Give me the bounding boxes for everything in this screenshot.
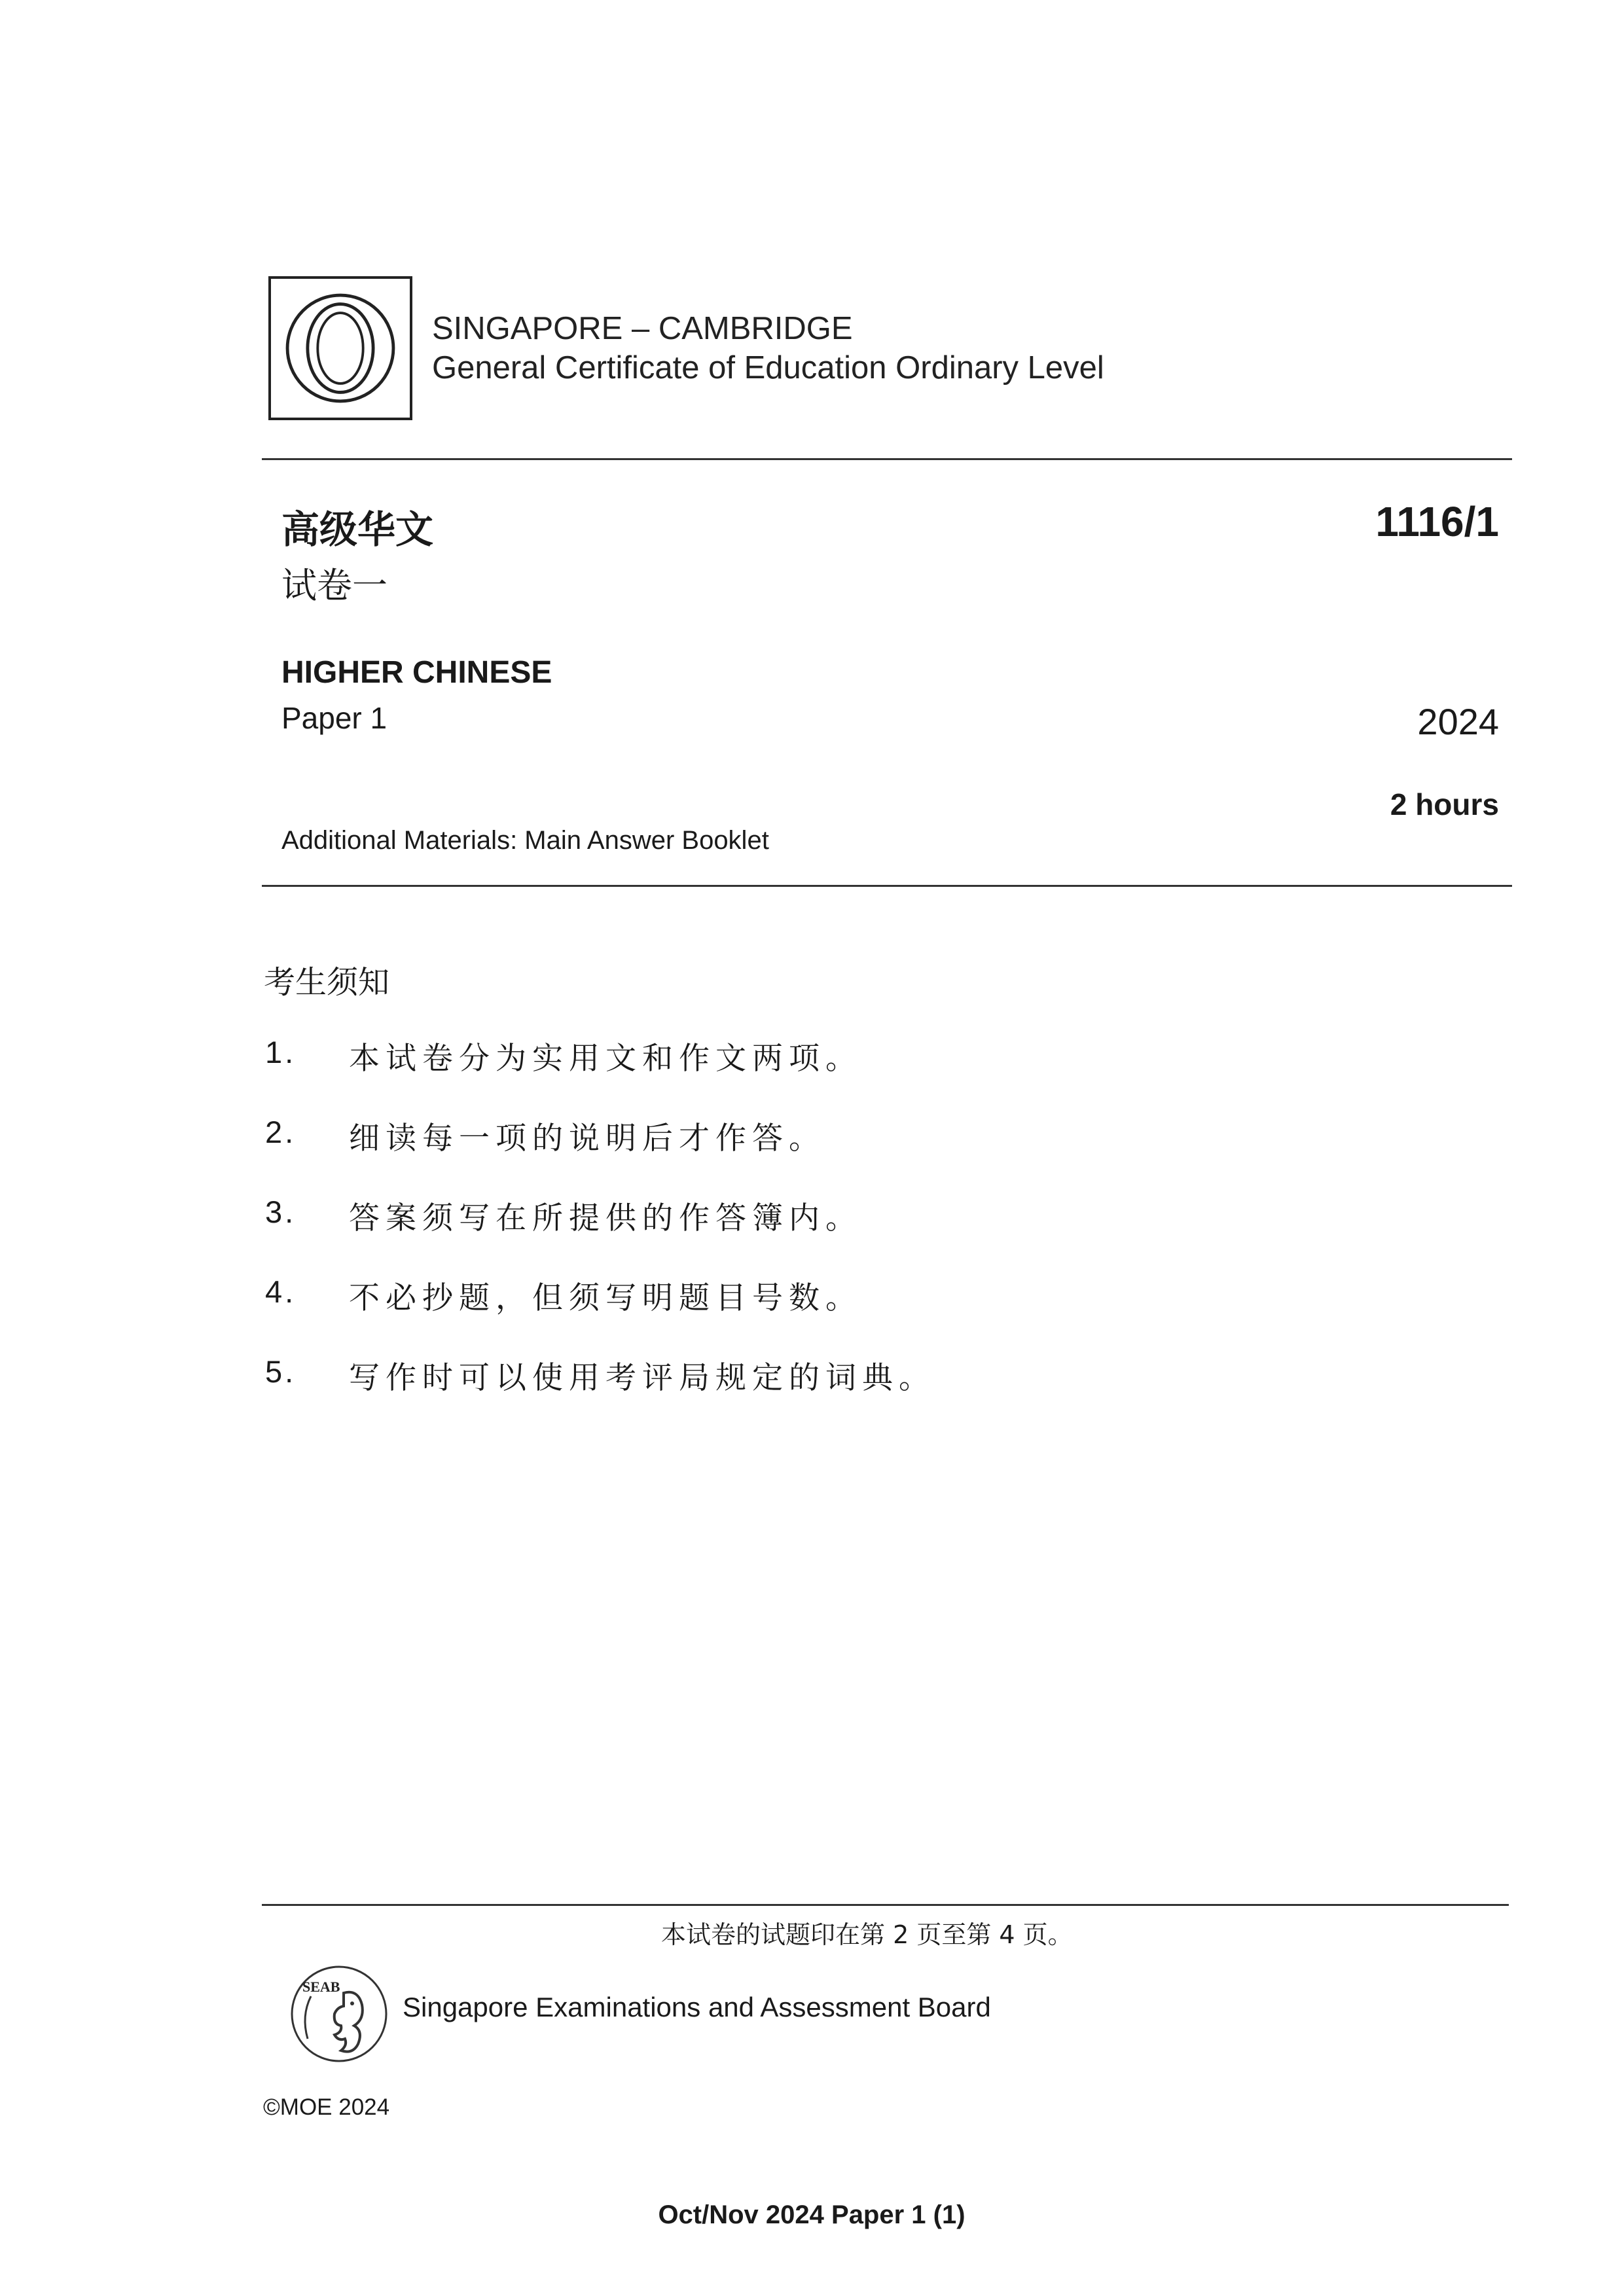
seab-logo-text: SEAB	[302, 1979, 340, 1995]
paper-identifier: Oct/Nov 2024 Paper 1 (1)	[658, 2200, 965, 2229]
instruction-text: 本试卷分为实用文和作文两项。	[349, 1041, 862, 1077]
exam-organisation	[432, 309, 1104, 387]
instruction-number: 3.	[265, 1194, 297, 1229]
o-level-logo-icon	[271, 279, 410, 418]
o-level-logo	[268, 276, 412, 420]
instruction-number: 1.	[265, 1035, 297, 1069]
seab-logo	[281, 1954, 396, 2072]
instruction-text: 答案须写在所提供的作答簿内。	[349, 1200, 862, 1236]
syllabus-code: 1116/1	[1375, 498, 1499, 545]
instructions-list	[265, 1034, 1443, 1433]
exam-year: 2024	[1417, 701, 1499, 742]
instruction-item	[265, 1354, 1443, 1433]
instruction-item	[265, 1114, 1443, 1194]
page-range-note: 本试卷的试题印在第 2 页至第 4 页。	[661, 1920, 1073, 1949]
subject-title-chinese: 高级华文	[281, 507, 434, 552]
paper-title-english: Paper 1	[281, 701, 388, 735]
org-line-1: SINGAPORE – CAMBRIDGE	[432, 311, 853, 346]
instruction-text: 不必抄题，但须写明题目号数。	[349, 1280, 862, 1316]
instructions-title: 考生须知	[264, 964, 390, 1001]
subject-divider	[262, 885, 1512, 887]
instruction-number: 5.	[265, 1354, 297, 1389]
exam-board-name: Singapore Examinations and Assessment Board	[403, 1992, 991, 2022]
header-divider	[262, 458, 1512, 460]
subject-title-english: HIGHER CHINESE	[281, 655, 552, 690]
footer-divider	[262, 1904, 1509, 1906]
merlion-seal-icon	[281, 1954, 396, 2072]
instruction-number: 2.	[265, 1115, 297, 1149]
instruction-text: 细读每一项的说明后才作答。	[349, 1121, 825, 1157]
exam-duration: 2 hours	[1390, 787, 1499, 821]
instruction-text: 写作时可以使用考评局规定的词典。	[349, 1360, 935, 1396]
copyright-notice: ©MOE 2024	[263, 2094, 390, 2120]
instruction-item	[265, 1274, 1443, 1354]
org-line-2: General Certificate of Education Ordinary Level	[432, 350, 1104, 386]
instruction-number: 4.	[265, 1274, 297, 1309]
instruction-item	[265, 1194, 1443, 1274]
additional-materials: Additional Materials: Main Answer Booklet	[281, 826, 769, 855]
paper-title-chinese: 试卷一	[281, 565, 388, 606]
instruction-item	[265, 1034, 1443, 1114]
